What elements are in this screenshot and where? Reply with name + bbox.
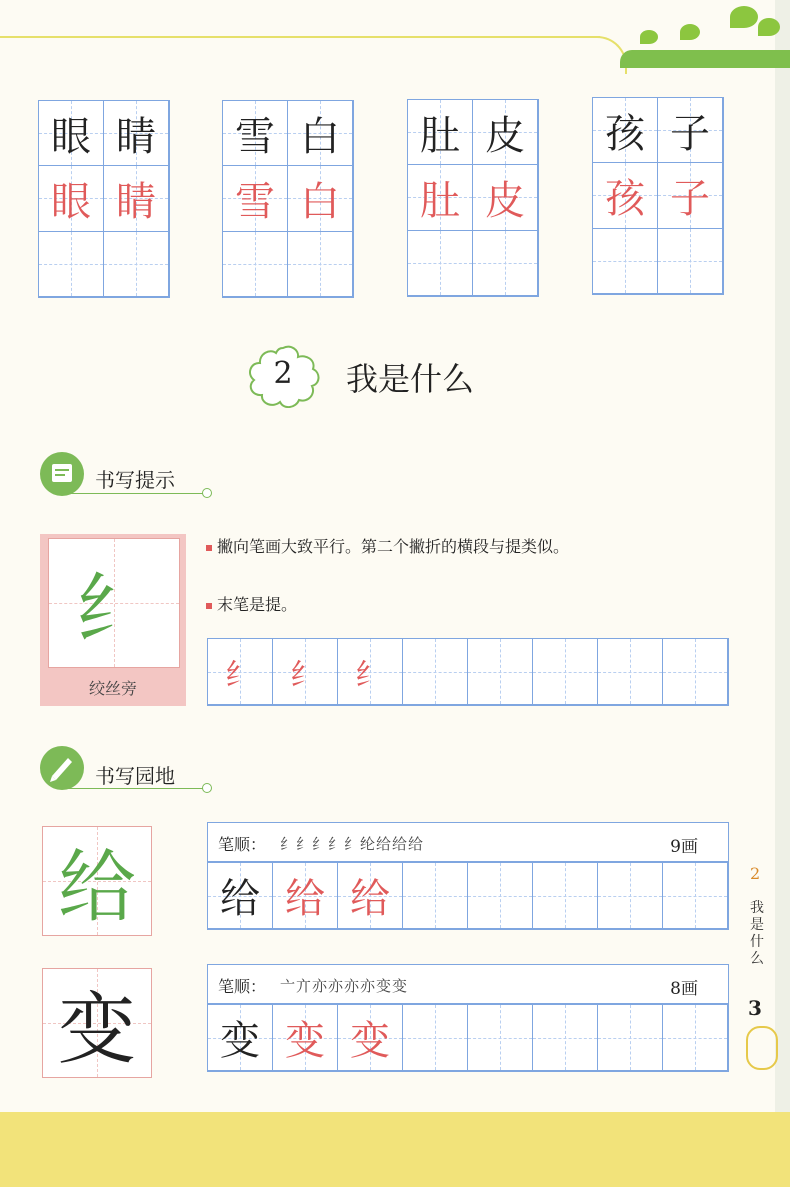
section-underline: [64, 788, 204, 789]
char-practice-grid: [207, 1004, 729, 1072]
tip-1: [206, 534, 569, 557]
practice-cell: [208, 639, 273, 705]
stroke-order-header: [207, 822, 729, 862]
grid-char: 肚: [420, 112, 460, 159]
vocab-cell: [408, 231, 473, 296]
practice-cell: [598, 1005, 663, 1071]
practice-cell: [208, 1005, 273, 1071]
vocab-cell: [288, 232, 353, 297]
practice-cell: [403, 639, 468, 705]
vocab-cell: [593, 163, 658, 228]
vocab-cell: [658, 163, 723, 228]
vocab-cell: [223, 101, 288, 166]
vocab-cell: [104, 232, 169, 297]
side-lesson-number: 2: [750, 864, 761, 883]
bottom-banner: [0, 1112, 790, 1187]
grid-char: 纟: [355, 657, 385, 693]
vocab-grid: [38, 100, 170, 298]
sprout-icon: [730, 6, 758, 28]
section-underline: [64, 493, 204, 494]
writing-hint-icon: [40, 452, 84, 496]
section-title-garden: 书写园地: [95, 764, 175, 788]
practice-cell: [663, 1005, 728, 1071]
practice-cell: [468, 639, 533, 705]
stroke-count: 9画: [670, 837, 698, 857]
radical-grid: [48, 538, 180, 668]
vocab-grid: [222, 100, 354, 298]
grid-char: 子: [670, 175, 710, 222]
section-title-hint: 书写提示: [95, 468, 175, 492]
radical-name: 绞丝旁: [88, 679, 137, 698]
vocab-grid: [592, 97, 724, 295]
model-char-box: [42, 826, 152, 936]
radical-glyph: 纟: [74, 565, 153, 655]
practice-cell: [208, 863, 273, 929]
practice-cell: [338, 639, 403, 705]
grid-char: 变: [220, 1018, 260, 1064]
grid-char: 皮: [485, 177, 525, 224]
practice-cell: [338, 863, 403, 929]
grid-char: 眼: [51, 178, 91, 225]
grid-char: 雪: [235, 113, 275, 160]
vocab-cell: [288, 166, 353, 231]
lesson-title: 我是什么: [346, 360, 475, 398]
vocab-cell: [104, 166, 169, 231]
grid-char: 给: [220, 876, 260, 922]
vocab-grid: [407, 99, 539, 297]
grid-char: 变: [350, 1018, 390, 1064]
vocab-cell: [223, 232, 288, 297]
grid-char: 子: [670, 110, 710, 157]
vocab-cell: [473, 231, 538, 296]
practice-cell: [663, 639, 728, 705]
vocab-cell: [658, 229, 723, 294]
vocab-cell: [104, 101, 169, 166]
practice-cell: [533, 863, 598, 929]
vocab-cell: [408, 100, 473, 165]
practice-cell: [403, 863, 468, 929]
stroke-order-header: [207, 964, 729, 1004]
vocab-cell: [39, 166, 104, 231]
grid-char: 给: [285, 876, 325, 922]
stroke-sequence: 亠亣亦亦亦亦变变: [280, 977, 409, 995]
vocab-cell: [593, 98, 658, 163]
grid-char: 皮: [485, 112, 525, 159]
grid-char: 孩: [605, 175, 645, 222]
grid-char: 睛: [116, 113, 156, 160]
practice-cell: [468, 863, 533, 929]
practice-cell: [533, 1005, 598, 1071]
grid-char: 纟: [225, 657, 255, 693]
vocab-cell: [288, 101, 353, 166]
grid-char: 眼: [51, 113, 91, 160]
model-char: 给: [57, 843, 136, 933]
vocab-cell: [593, 229, 658, 294]
grid-char: 给: [350, 876, 390, 922]
vocab-cell: [223, 166, 288, 231]
writing-garden-icon: [40, 746, 84, 790]
vocab-cell: [658, 98, 723, 163]
stroke-order-label: 笔顺：: [218, 835, 267, 854]
sprout-icon: [758, 18, 780, 36]
practice-cell: [273, 863, 338, 929]
vocab-cell: [473, 165, 538, 230]
practice-cell: [338, 1005, 403, 1071]
vocab-cell: [39, 101, 104, 166]
vocab-cell: [39, 232, 104, 297]
vocab-cell: [408, 165, 473, 230]
side-lesson-title: 我是什么: [750, 900, 764, 967]
section-underline-dot: [202, 783, 212, 793]
model-char-box: [42, 968, 152, 1078]
grid-char: 雪: [235, 178, 275, 225]
tip-text: 撇向笔画大致平行。第二个撇折的横段与提类似。: [217, 537, 570, 556]
grid-char: 孩: [605, 110, 645, 157]
grid-char: 变: [285, 1018, 325, 1064]
practice-cell: [598, 863, 663, 929]
grass-illustration: [620, 50, 790, 68]
grid-char: 白: [300, 113, 340, 160]
sprout-icon: [680, 24, 700, 40]
lesson-number: 2: [273, 356, 293, 391]
char-practice-grid: [207, 862, 729, 930]
top-border-line: [0, 36, 600, 38]
practice-cell: [468, 1005, 533, 1071]
grid-char: 纟: [290, 657, 320, 693]
sprout-icon: [640, 30, 658, 44]
practice-cell: [273, 639, 338, 705]
grid-char: 睛: [116, 178, 156, 225]
grid-char: 白: [300, 178, 340, 225]
page-number: 3: [748, 996, 762, 1020]
practice-cell: [403, 1005, 468, 1071]
page-edge: [775, 0, 790, 1187]
stroke-sequence: 纟纟纟纟纟纶给给给: [280, 835, 425, 853]
tip-2: [206, 592, 297, 615]
tip-text: 末笔是提。: [217, 595, 298, 614]
practice-cell: [598, 639, 663, 705]
stroke-order-label: 笔顺：: [218, 977, 267, 996]
section-underline-dot: [202, 488, 212, 498]
model-char: 变: [57, 985, 136, 1075]
practice-cell: [663, 863, 728, 929]
stroke-count: 8画: [670, 979, 698, 999]
practice-cell: [533, 639, 598, 705]
grid-char: 肚: [420, 177, 460, 224]
radical-practice-grid: [207, 638, 729, 706]
practice-cell: [273, 1005, 338, 1071]
corner-ornament-icon: [746, 1026, 778, 1070]
vocab-cell: [473, 100, 538, 165]
